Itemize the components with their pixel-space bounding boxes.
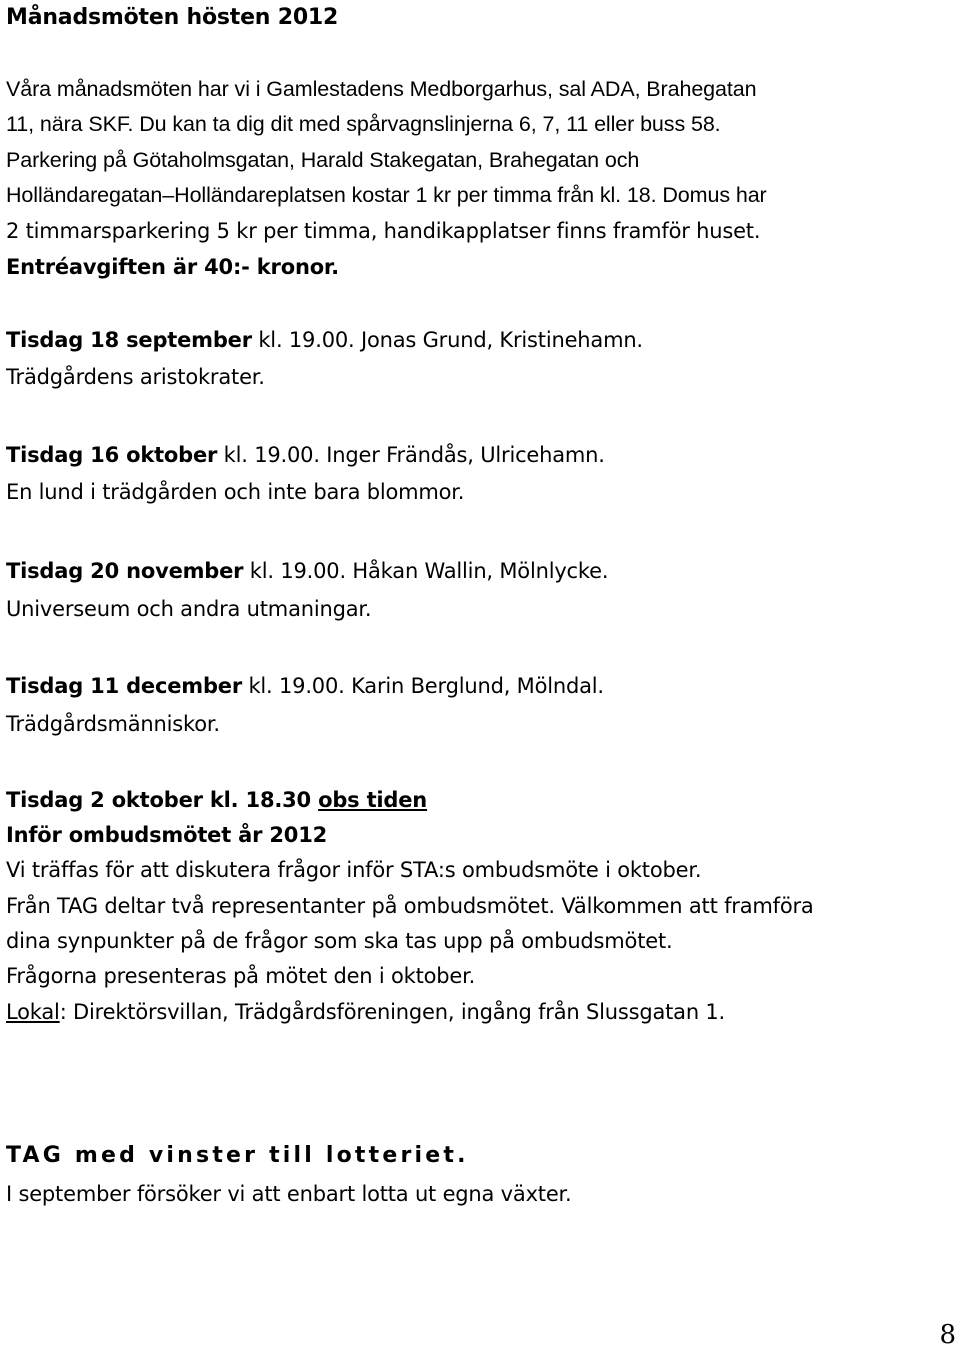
- meeting-3-topic: Universeum och andra utmaningar.: [6, 597, 372, 621]
- meeting-2-header: [6, 440, 605, 470]
- lottery-heading: TAG med vinster till lotteriet.: [6, 1143, 469, 1168]
- location-label: Lokal: [6, 1000, 60, 1024]
- page-number: 8: [939, 1320, 956, 1350]
- lottery-text: I september försöker vi att enbart lotta ut egna växter.: [6, 1182, 572, 1206]
- ombud-date-line: [6, 785, 427, 815]
- ombud-line-3: dina synpunkter på de frågor som ska tas upp på ombudsmötet.: [6, 929, 673, 953]
- entrance-fee: Entréavgiften är 40:- kronor.: [6, 255, 339, 279]
- intro-line-5: 2 timmarsparkering 5 kr per timma, handikapplatser finns framför huset.: [6, 219, 761, 243]
- intro-line-3: Parkering på Götaholmsgatan, Harald Stakegatan, Brahegatan och: [6, 148, 640, 172]
- meeting-3-date: Tisdag 20 november: [6, 559, 244, 583]
- ombud-line-4: Frågorna presenteras på mötet den i oktober.: [6, 964, 476, 988]
- meeting-1-details: kl. 19.00. Jonas Grund, Kristinehamn.: [251, 328, 643, 352]
- ombud-heading: Inför ombudsmötet år 2012: [6, 823, 328, 847]
- meeting-4-date: Tisdag 11 december: [6, 674, 242, 698]
- ombud-date: Tisdag 2 oktober kl. 18.30: [6, 788, 311, 812]
- meeting-1-date: Tisdag 18 september: [6, 328, 252, 352]
- meeting-4-details: kl. 19.00. Karin Berglund, Mölndal.: [241, 674, 604, 698]
- meeting-3-header: [6, 556, 608, 586]
- meeting-2-date: Tisdag 16 oktober: [6, 443, 218, 467]
- meeting-3-details: kl. 19.00. Håkan Wallin, Mölnlycke.: [243, 559, 609, 583]
- meeting-2-details: kl. 19.00. Inger Frändås, Ulricehamn.: [217, 443, 605, 467]
- ombud-location: [6, 997, 725, 1027]
- ombud-line-2: Från TAG deltar två representanter på ombudsmötet. Välkommen att framföra: [6, 894, 814, 918]
- meeting-1-topic: Trädgårdens aristokrater.: [6, 365, 265, 389]
- page-title: Månadsmöten hösten 2012: [6, 5, 339, 30]
- location-text: : Direktörsvillan, Trädgårdsföreningen, ingång från Slussgatan 1.: [59, 1000, 726, 1024]
- ombud-time-note: obs tiden: [318, 788, 428, 812]
- intro-line-4: Holländaregatan–Holländareplatsen kostar 1 kr per timma från kl. 18. Domus har: [6, 183, 767, 207]
- meeting-2-topic: En lund i trädgården och inte bara blommor.: [6, 480, 465, 504]
- meeting-1-header: [6, 325, 643, 355]
- ombud-line-1: Vi träffas för att diskutera frågor inför STA:s ombudsmöte i oktober.: [6, 858, 702, 882]
- meeting-4-header: [6, 671, 604, 701]
- meeting-4-topic: Trädgårdsmänniskor.: [6, 712, 220, 736]
- intro-line-1: Våra månadsmöten har vi i Gamlestadens Medborgarhus, sal ADA, Brahegatan: [6, 77, 757, 101]
- intro-line-2: 11, nära SKF. Du kan ta dig dit med spårvagnslinjerna 6, 7, 11 eller buss 58.: [6, 112, 721, 136]
